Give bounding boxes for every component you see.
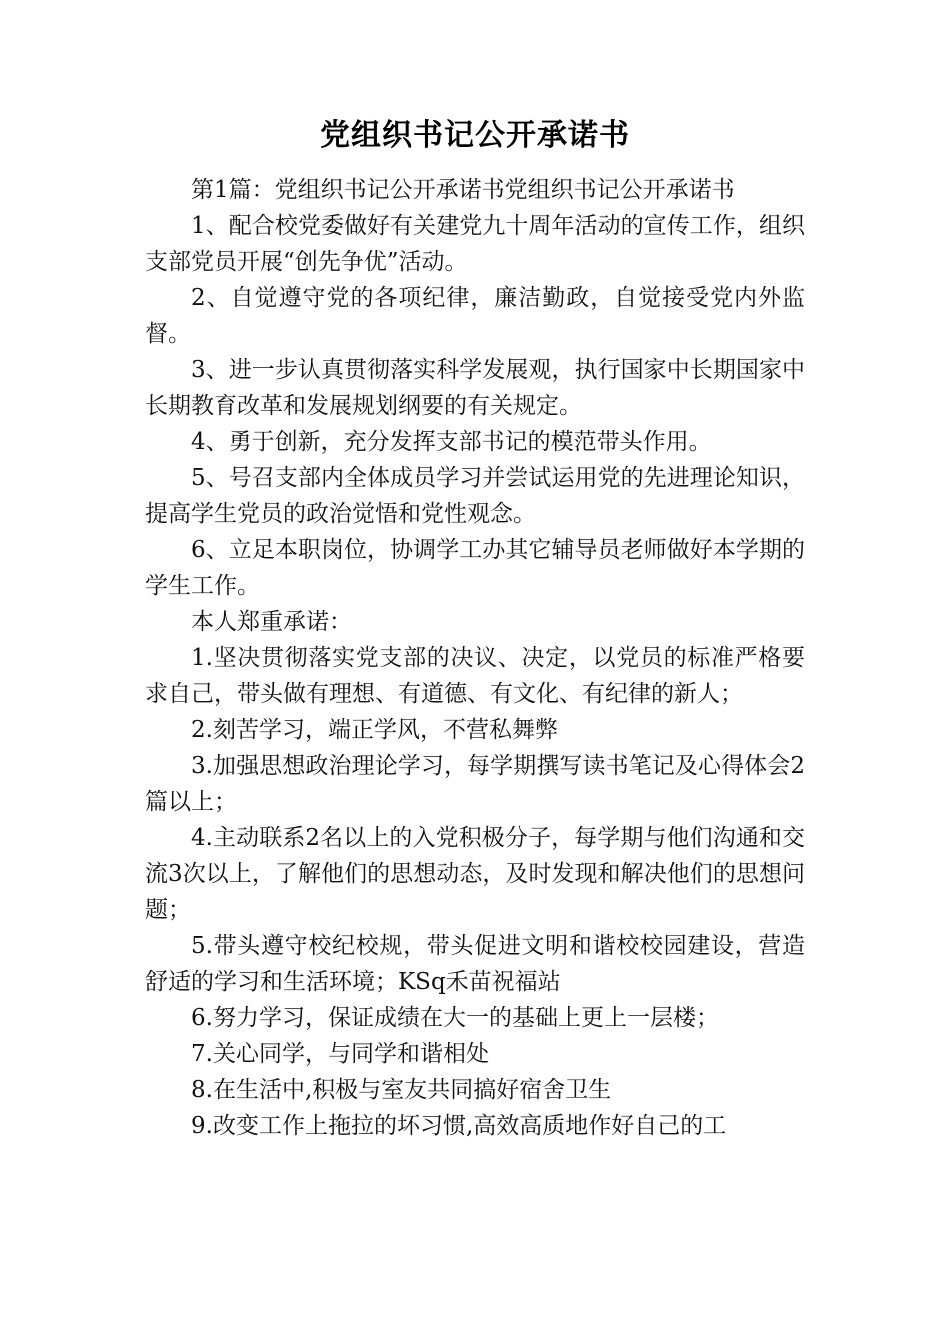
paragraph: 6、立足本职岗位，协调学工办其它辅导员老师做好本学期的学生工作。 <box>145 537 805 599</box>
paragraph-heading: 第1篇：党组织书记公开承诺书党组织书记公开承诺书 <box>191 177 735 203</box>
paragraph: 6.努力学习，保证成绩在大一的基础上更上一层楼； <box>191 1005 719 1031</box>
paragraph: 3、进一步认真贯彻落实科学发展观，执行国家中长期国家中长期教育改革和发展规划纲要的有关规定。 <box>145 357 805 419</box>
paragraph: 1、配合校党委做好有关建党九十周年活动的宣传工作，组织支部党员开展“创先争优”活动。 <box>145 213 805 275</box>
paragraph: 1.坚决贯彻落实党支部的决议、决定，以党员的标准严格要求自己，带头做有理想、有道德、有文化、有纪律的新人； <box>145 645 805 707</box>
paragraph: 4.主动联系2名以上的入党积极分子，每学期与他们沟通和交流3次以上，了解他们的思想动态，及时发现和解决他们的思想问题； <box>145 825 805 923</box>
paragraph: 3.加强思想政治理论学习，每学期撰写读书笔记及心得体会2篇以上； <box>145 753 805 815</box>
paragraph: 7.关心同学，与同学和谐相处 <box>191 1041 489 1067</box>
document-body <box>145 172 805 1144</box>
paragraph: 2、自觉遵守党的各项纪律，廉洁勤政，自觉接受党内外监督。 <box>145 285 805 347</box>
paragraph: 2.刻苦学习，端正学风，不营私舞弊 <box>191 717 558 743</box>
paragraph: 8.在生活中,积极与室友共同搞好宿舍卫生 <box>191 1077 612 1103</box>
paragraph: 本人郑重承诺： <box>191 609 352 635</box>
paragraph: 5.带头遵守校纪校规，带头促进文明和谐校校园建设，营造舒适的学习和生活环境；KSq禾苗祝福站 <box>145 933 805 995</box>
paragraph: 4、勇于创新，充分发挥支部书记的模范带头作用。 <box>191 429 712 455</box>
paragraph: 9.改变工作上拖拉的坏习惯,高效高质地作好自己的工 <box>191 1113 727 1139</box>
paragraph: 5、号召支部内全体成员学习并尝试运用党的先进理论知识，提高学生党员的政治觉悟和党性观念。 <box>145 465 805 527</box>
document-title: 党组织书记公开承诺书 <box>320 118 630 153</box>
